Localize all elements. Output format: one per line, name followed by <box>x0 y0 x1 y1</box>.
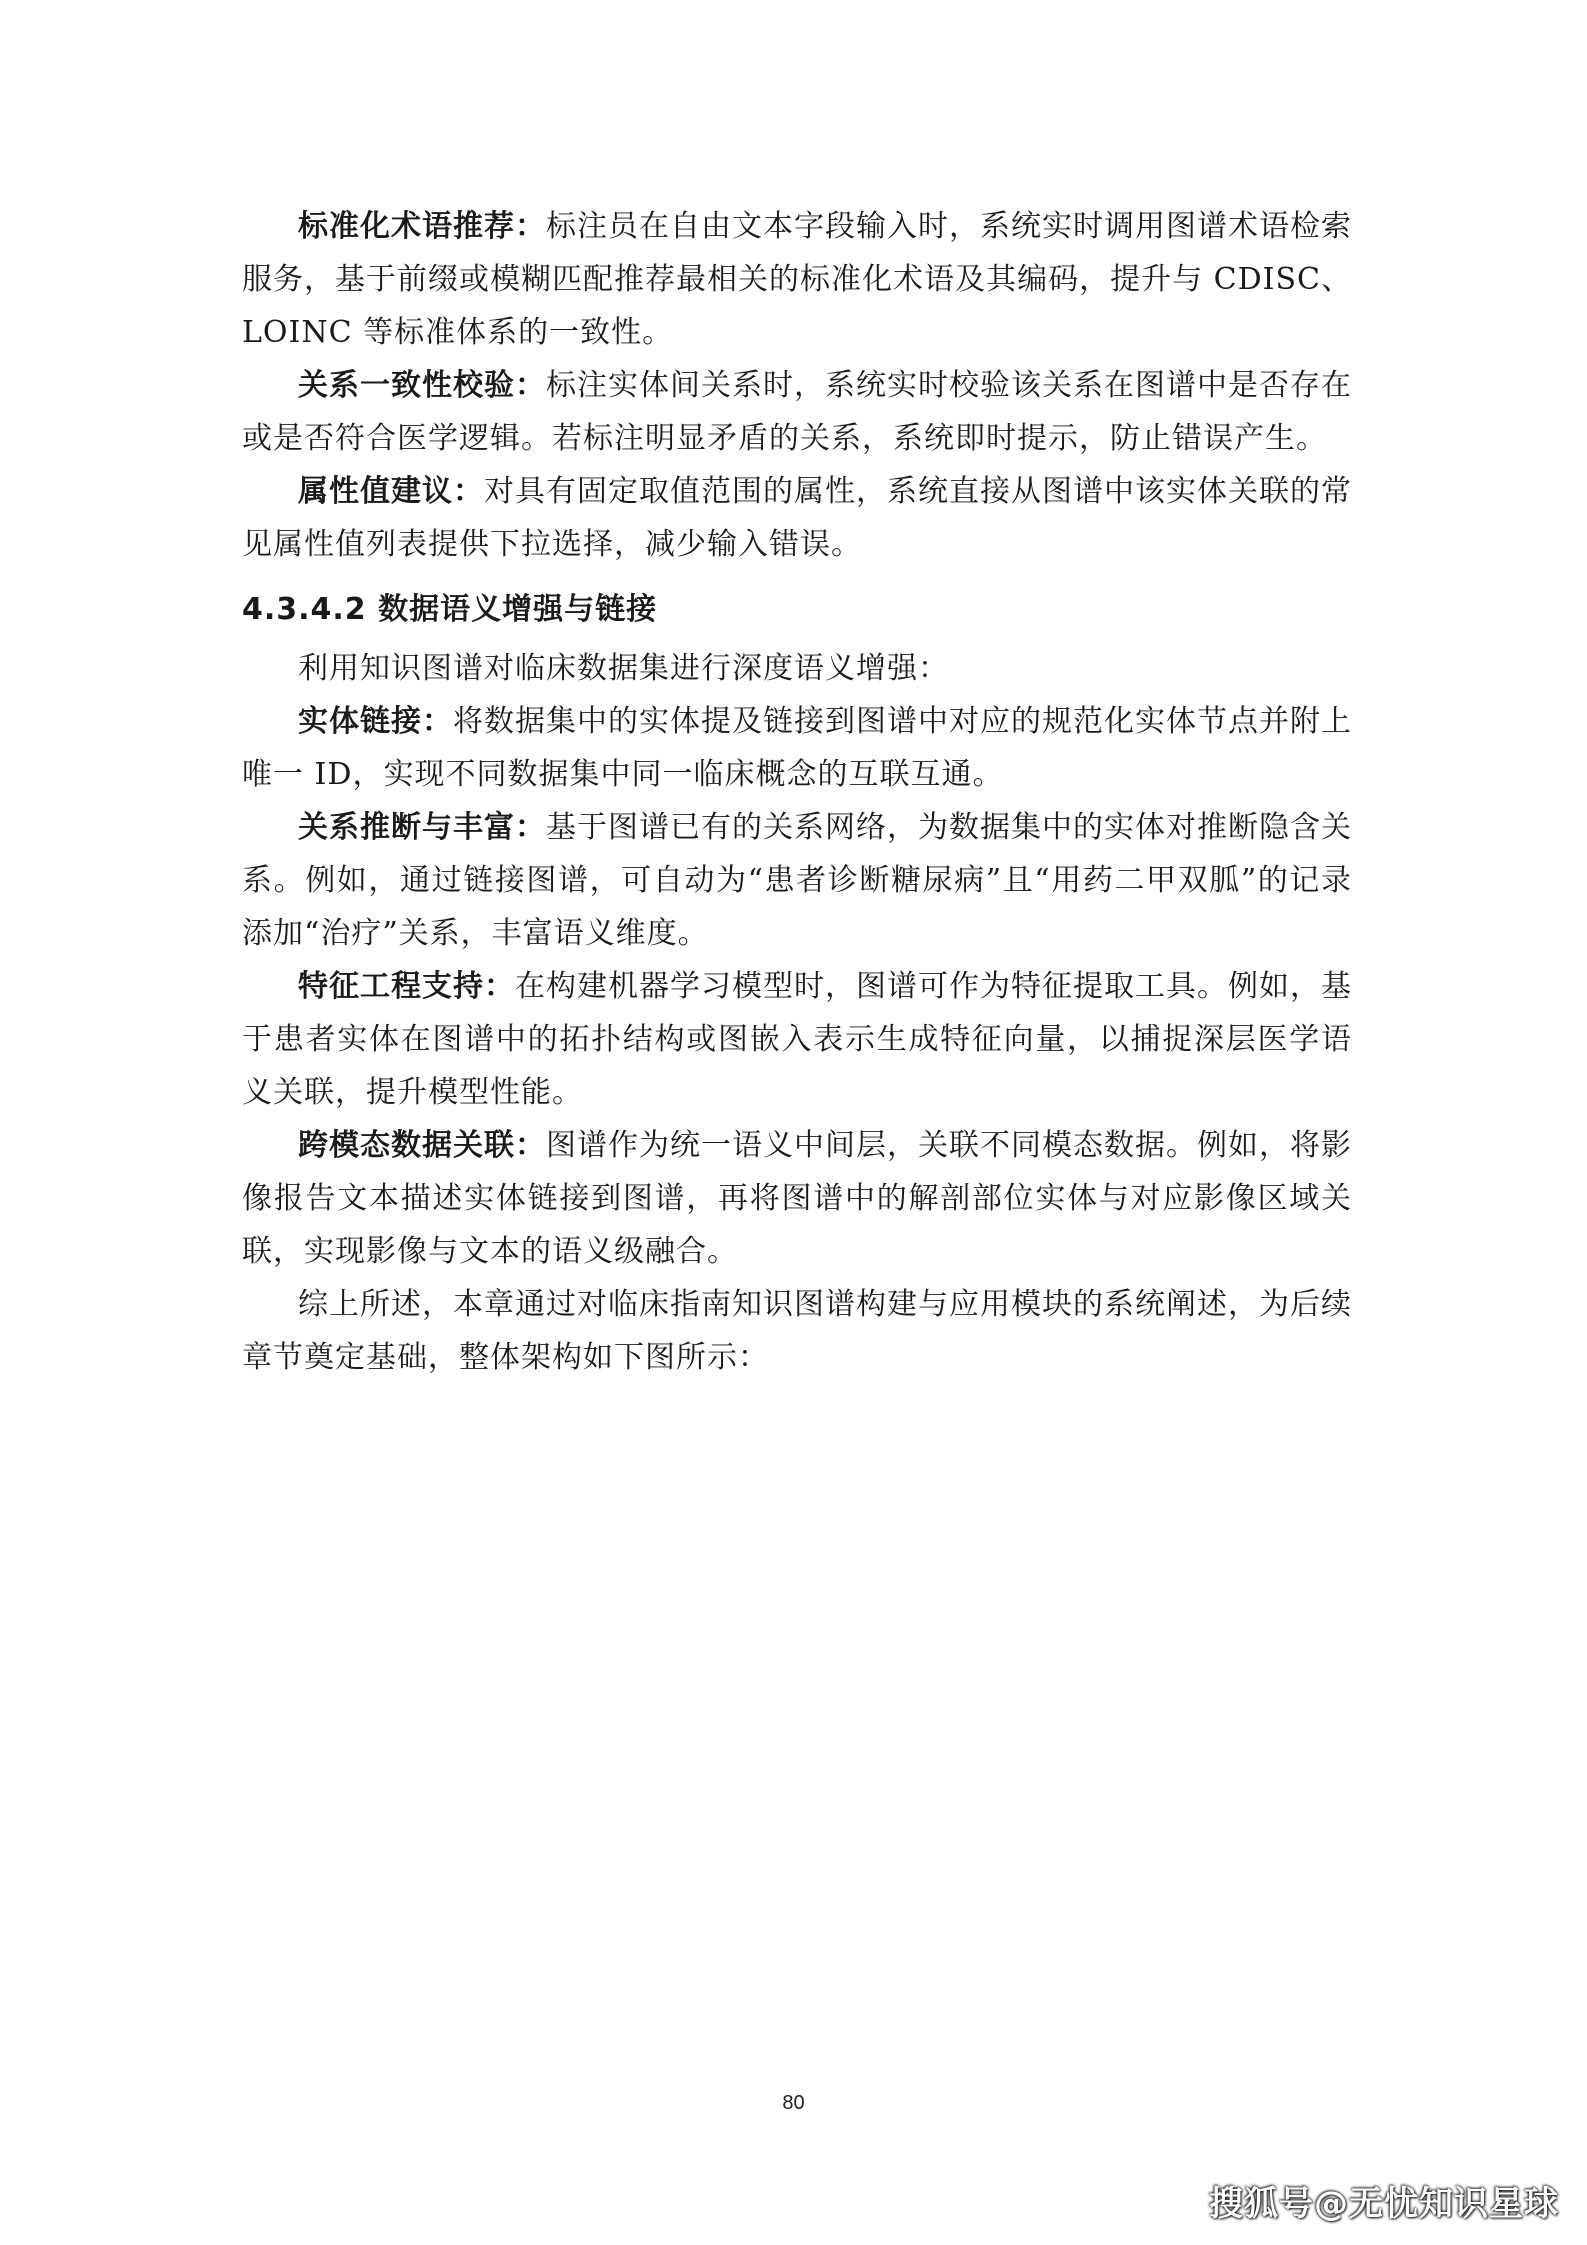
paragraph-lead: 关系一致性校验： <box>298 368 546 403</box>
section-number: 4.3.4.2 <box>242 592 367 627</box>
paragraph-lead: 特征工程支持： <box>298 969 515 1004</box>
paragraph-term-recommendation <box>242 200 1352 359</box>
paragraph-lead: 跨模态数据关联： <box>298 1128 546 1163</box>
paragraph-text: 标注员在自由文本字段输入时，系统实时调用图谱术语检索服务，基于前缀或模糊匹配推荐最相关的标准化术语及其编码，提升与 CDISC、LOINC 等标准体系的一致性。 <box>242 209 1352 350</box>
paragraph-cross-modal <box>242 1119 1352 1278</box>
paragraph-text: 标注实体间关系时，系统实时校验该关系在图谱中是否存在或是否符合医学逻辑。若标注明显矛盾的关系，系统即时提示，防止错误产生。 <box>242 368 1352 456</box>
page-number: 80 <box>782 2092 805 2114</box>
paragraph-lead: 实体链接： <box>298 704 453 739</box>
paragraph-feature-engineering <box>242 960 1352 1119</box>
paragraph-lead: 标准化术语推荐： <box>298 209 546 244</box>
paragraph-relation-check <box>242 359 1352 465</box>
paragraph-text: 图谱作为统一语义中间层，关联不同模态数据。例如，将影像报告文本描述实体链接到图谱，再将图谱中的解剖部位实体与对应影像区域关联，实现影像与文本的语义级融合。 <box>242 1128 1352 1269</box>
paragraph-text: 对具有固定取值范围的属性，系统直接从图谱中该实体关联的常见属性值列表提供下拉选择，减少输入错误。 <box>242 474 1352 562</box>
paragraph-intro: 利用知识图谱对临床数据集进行深度语义增强： <box>298 651 949 686</box>
paragraph-entity-linking <box>242 695 1352 801</box>
document-body <box>242 200 1352 1384</box>
paragraph-attribute-suggestion <box>242 465 1352 571</box>
watermark: 搜狐号@无忧知识星球 <box>1209 2184 1559 2224</box>
paragraph-text: 将数据集中的实体提及链接到图谱中对应的规范化实体节点并附上唯一 ID，实现不同数据集中同一临床概念的互联互通。 <box>242 704 1352 792</box>
paragraph-relation-inference <box>242 801 1352 960</box>
paragraph-text: 在构建机器学习模型时，图谱可作为特征提取工具。例如，基于患者实体在图谱中的拓扑结构或图嵌入表示生成特征向量，以捕捉深层医学语义关联，提升模型性能。 <box>242 969 1352 1110</box>
paragraph-lead: 关系推断与丰富： <box>298 810 546 845</box>
paragraph-lead: 属性值建议： <box>298 474 484 509</box>
section-heading <box>242 583 1352 636</box>
paragraph-conclusion: 综上所述，本章通过对临床指南知识图谱构建与应用模块的系统阐述，为后续章节奠定基础，整体架构如下图所示： <box>242 1287 1352 1375</box>
section-title: 数据语义增强与链接 <box>378 592 658 627</box>
paragraph-text: 基于图谱已有的关系网络，为数据集中的实体对推断隐含关系。例如，通过链接图谱，可自动为“患者诊断糖尿病”且“用药二甲双胍”的记录添加“治疗”关系，丰富语义维度。 <box>242 810 1352 951</box>
